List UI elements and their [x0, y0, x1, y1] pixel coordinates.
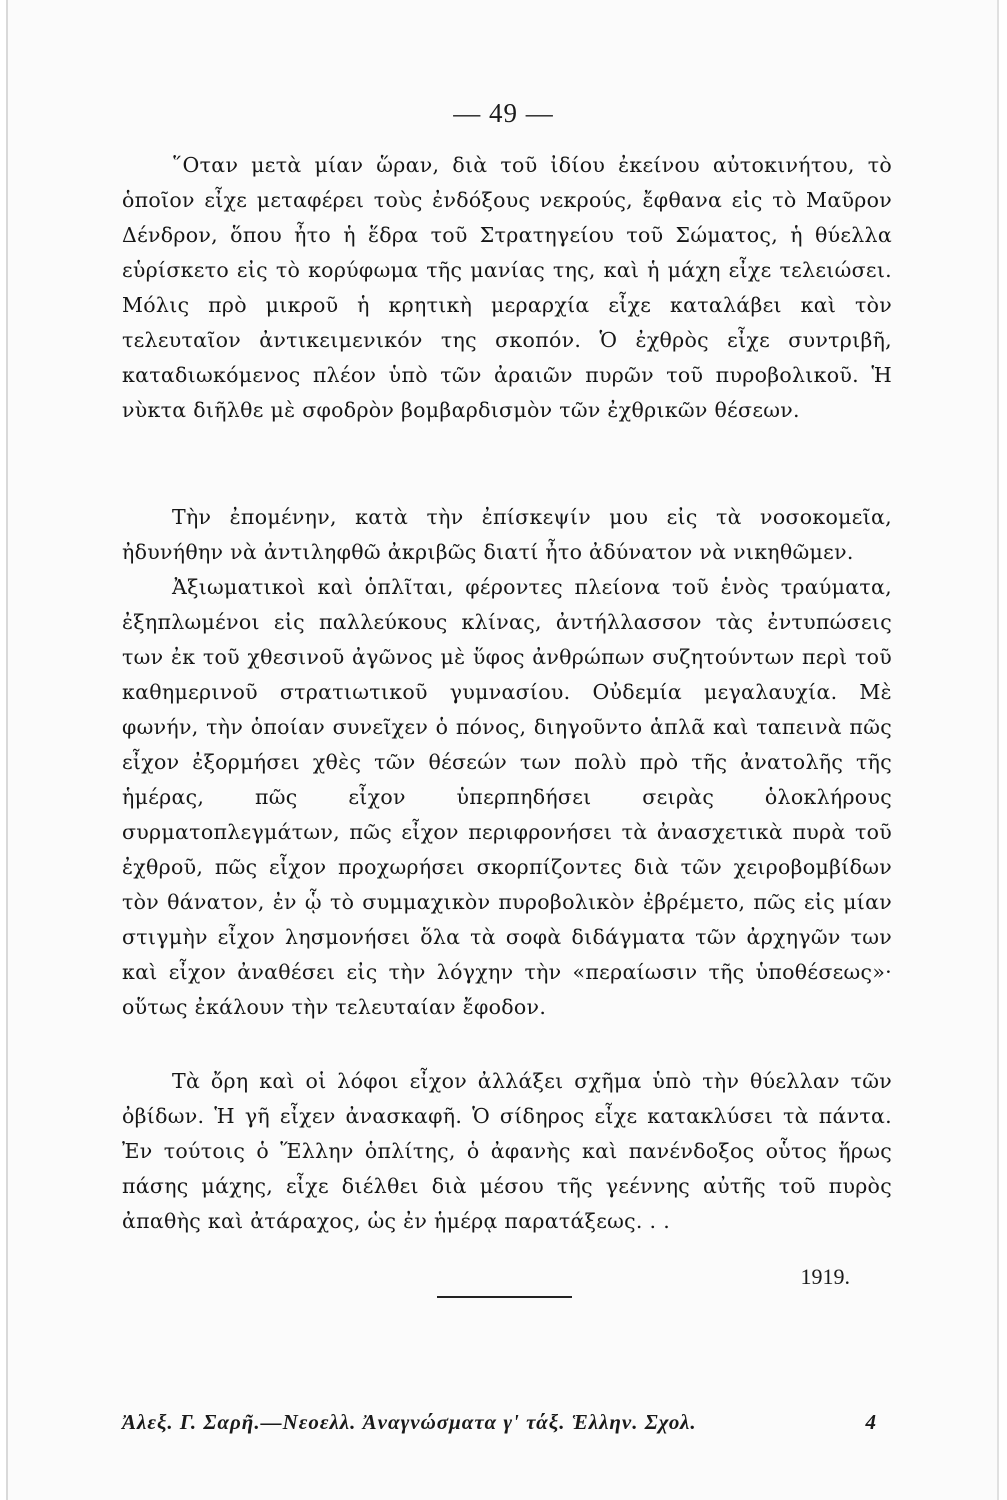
- paragraph-block-third: [122, 1064, 892, 1239]
- paragraph-2: Τὴν ἐπομένην, κατὰ τὴν ἐπίσκεψίν μου εἰς τὰ νοσοκομεῖα, ἠδυνήθην νὰ ἀντιληφθῶ ἀκριβῶς διατί ἦτο ἀδύνατον νὰ νικηθῶμεν.: [122, 505, 892, 564]
- paragraph-4: Τὰ ὄρη καὶ οἱ λόφοι εἶχον ἀλλάξει σχῆμα ὑπὸ τὴν θύελλαν τῶν ὀβίδων. Ἡ γῆ εἶχεν ἀνασκαφῆ. Ὁ σίδηρος εἶχε κατακλύσει τὰ πάντα. Ἐν τούτοις ὁ Ἕλλην ὁπλίτης, ὁ ἀφανὴς καὶ πανένδοξος οὗτος ἥρως πάσης μάχης, εἶχε διέλθει διὰ μέσου τῆς γεέννης αὐτῆς τοῦ πυρὸς ἀπαθὴς καὶ ἀτάραχος, ὡς ἐν ἡμέρᾳ παρατάξεως. . .: [122, 1069, 892, 1233]
- divider-rule: [437, 1296, 572, 1298]
- paragraph-3: Ἀξιωματικοὶ καὶ ὁπλῖται, φέροντες πλείονα τοῦ ἑνὸς τραύματα, ἐξηπλωμένοι εἰς παλλεύκους κλίνας, ἀντήλλασσον τὰς ἐντυπώσεις των ἐκ τοῦ χθεσινοῦ ἀγῶνος μὲ ὕφος ἀνθρώπων συζητούντων περὶ τοῦ καθημερινοῦ στρατιωτικοῦ γυμνασίου. Οὐδεμία μεγαλαυχία. Μὲ φωνήν, τὴν ὁποίαν συνεῖχεν ὁ πόνος, διηγοῦντο ἁπλᾶ καὶ ταπεινὰ πῶς εἶχον ἐξορμήσει χθὲς τῶν θέσεών των πολὺ πρὸ τῆς ἀνατολῆς τῆς ἡμέρας, πῶς εἶχον ὑπερπηδήσει σειρὰς ὁλοκλήρους συρματοπλεγμάτων, πῶς εἶχον περιφρονήσει τὰ ἀνασχετικὰ πυρὰ τοῦ ἐχθροῦ, πῶς εἶχον προχωρήσει σκορπίζοντες διὰ τῶν χειροβομβίδων τὸν θάνατον, ἐν ᾧ τὸ συμμαχικὸν πυροβολικὸν ἐβρέμετο, πῶς εἰς μίαν στιγμὴν εἶχον λησμονήσει ὅλα τὰ σοφὰ διδάγματα τῶν ἀρχηγῶν των καὶ εἶχον ἀναθέσει εἰς τὴν λόγχην τὴν «περαίωσιν τῆς ὑποθέσεως»· οὕτως ἐκάλουν τὴν τελευταίαν ἔφοδον.: [122, 575, 892, 1019]
- paragraph-block-first: [122, 148, 892, 428]
- footer-citation: Ἀλεξ. Γ. Σαρῆ.—Νεοελλ. Ἀναγνώσματα γ' τάξ. Ἑλλην. Σχολ.: [122, 1410, 697, 1434]
- signature-number: 4: [865, 1410, 876, 1434]
- paragraph-1: ῞Οταν μετὰ μίαν ὥραν, διὰ τοῦ ἰδίου ἐκείνου αὐτοκινήτου, τὸ ὁποῖον εἶχε μεταφέρει τοὺς ἐνδόξους νεκρούς, ἔφθανα εἰς τὸ Μαῦρον Δένδρον, ὅπου ἦτο ἡ ἕδρα τοῦ Στρατηγείου τοῦ Σώματος, ἡ θύελλα εὑρίσκετο εἰς τὸ κορύφωμα τῆς μανίας της, καὶ ἡ μάχη εἶχε τελειώσει. Μόλις πρὸ μικροῦ ἡ κρητικὴ μεραρχία εἶχε καταλάβει καὶ τὸν τελευταῖον ἀντικειμενικόν της σκοπόν. Ὁ ἐχθρὸς εἶχε συντριβῆ, καταδιωκόμενος πλέον ὑπὸ τῶν ἀραιῶν πυρῶν τοῦ πυροβολικοῦ. Ἡ νὺκτα διῆλθε μὲ σφοδρὸν βομβαρδισμὸν τῶν ἐχθρικῶν θέσεων.: [122, 153, 892, 422]
- page-number: — 49 —: [453, 98, 554, 128]
- paragraph-block-second: [122, 500, 892, 1025]
- date-year: 1919.: [800, 1264, 850, 1289]
